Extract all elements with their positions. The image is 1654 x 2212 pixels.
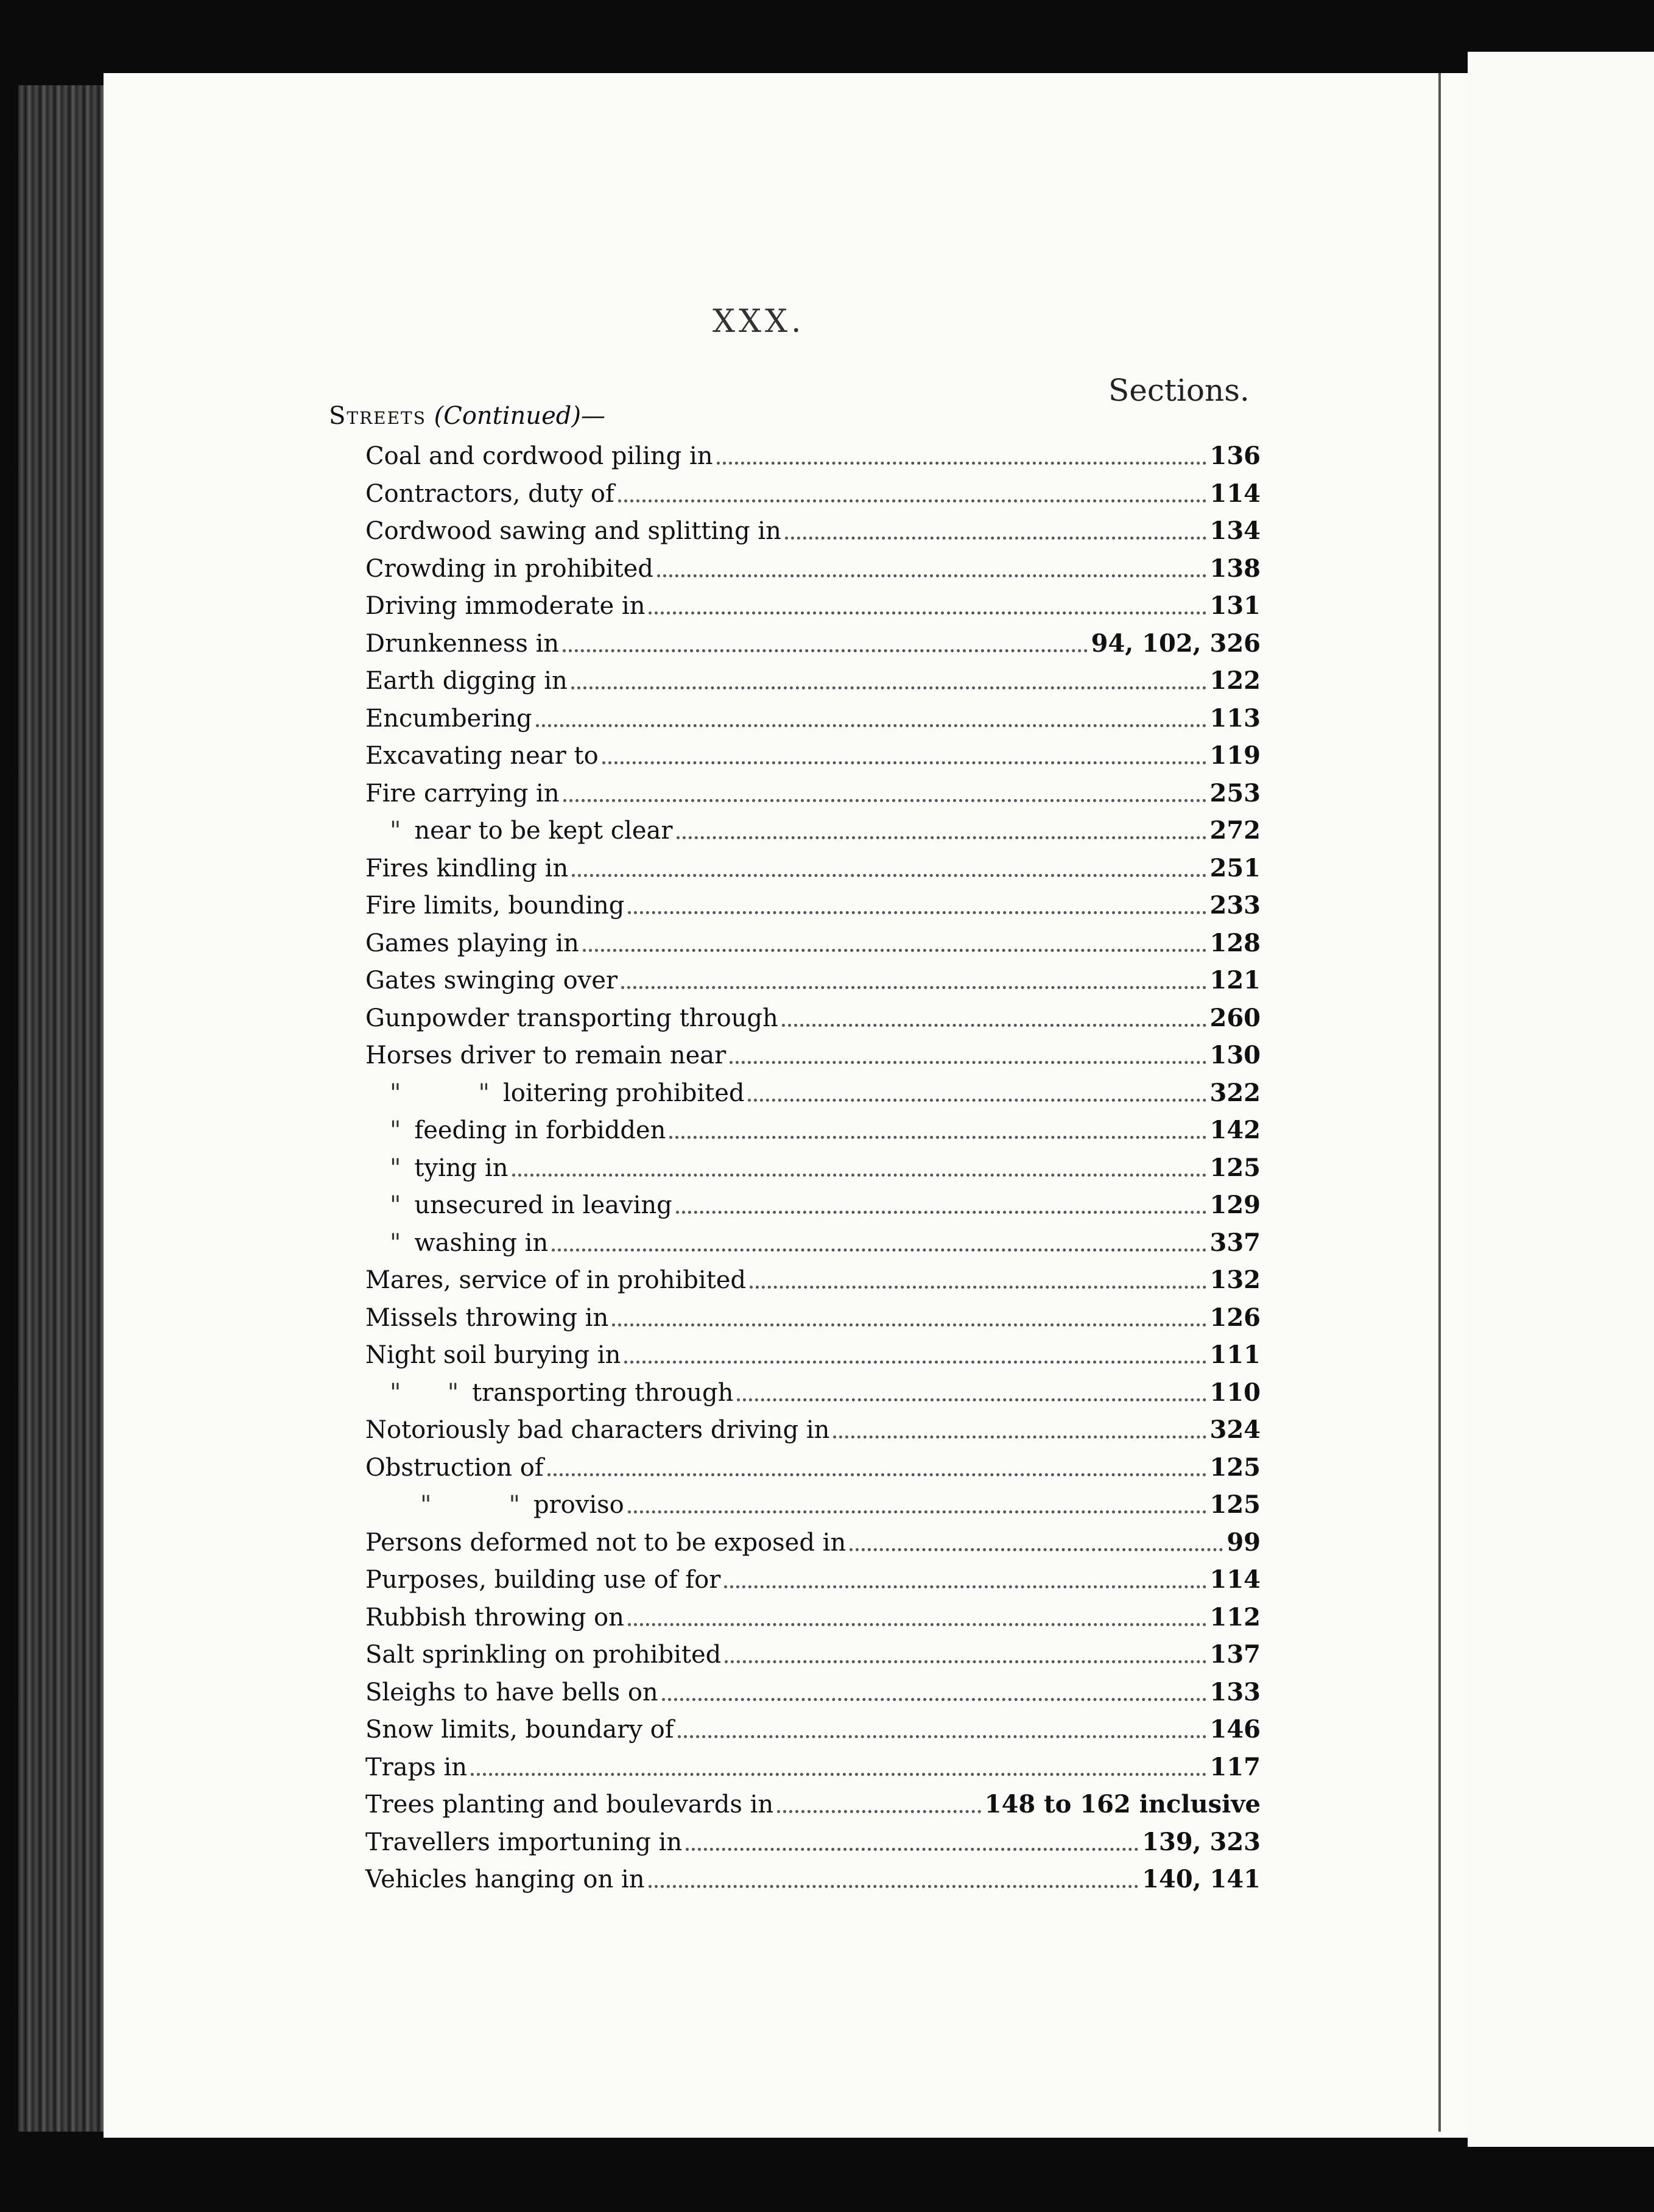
entry-section-ref: 114 (1209, 1565, 1261, 1594)
page-number: XXX. (713, 303, 805, 340)
entry-section-ref: 133 (1209, 1677, 1261, 1707)
entry-section-ref: 122 (1209, 666, 1261, 695)
index-entry (365, 1111, 1261, 1149)
entry-section-ref: 129 (1209, 1191, 1261, 1219)
entry-section-ref: 337 (1209, 1228, 1261, 1257)
dot-leader (748, 1099, 1206, 1102)
entry-section-ref: 260 (1209, 1003, 1261, 1032)
entry-label: Games playing in (365, 929, 579, 957)
entry-section-ref: 111 (1209, 1340, 1261, 1369)
entry-section-ref: 137 (1209, 1640, 1261, 1669)
entry-section-ref: 272 (1209, 816, 1261, 845)
dot-leader (536, 724, 1206, 727)
entry-ditto-mark: " " (390, 1378, 459, 1407)
entry-section-ref: 142 (1209, 1116, 1261, 1144)
dot-leader (785, 537, 1206, 540)
dot-leader (677, 836, 1206, 839)
entry-ditto-mark: " (390, 1154, 401, 1182)
entry-label: Mares, service of in prohibited (365, 1266, 747, 1294)
dot-leader (750, 1286, 1206, 1289)
entry-ditto-mark: " (390, 1228, 401, 1257)
entry-label: Night soil burying in (365, 1341, 621, 1369)
index-entry (365, 850, 1261, 887)
index-entry (365, 1224, 1261, 1262)
entry-label: unsecured in leaving (414, 1191, 672, 1219)
index-entry (365, 1823, 1261, 1861)
dot-leader (602, 761, 1206, 764)
dot-leader (563, 649, 1087, 652)
heading-title: Streets (329, 402, 426, 430)
entry-label: Trees planting and boulevards in (365, 1791, 774, 1819)
entry-section-ref: 125 (1209, 1490, 1261, 1519)
dot-leader (730, 1061, 1206, 1064)
entry-section-ref: 324 (1209, 1415, 1261, 1444)
entry-section-ref: 125 (1209, 1153, 1261, 1182)
entry-ditto-mark: " (390, 817, 401, 845)
entry-section-ref: 131 (1209, 591, 1261, 620)
entry-section-ref: 110 (1209, 1378, 1261, 1407)
index-entry (365, 887, 1261, 925)
index-entry (365, 1411, 1261, 1449)
index-entry (365, 1786, 1261, 1823)
index-entry (365, 662, 1261, 700)
entry-label: Vehicles hanging on in (365, 1865, 645, 1893)
index-entry (365, 1561, 1261, 1599)
dot-leader (571, 686, 1206, 689)
entry-section-ref: 121 (1209, 966, 1261, 995)
dot-leader (649, 1885, 1139, 1888)
entry-label: tying in (414, 1154, 509, 1182)
index-heading (329, 402, 1060, 430)
index-entry (365, 1186, 1261, 1224)
dot-leader (624, 1361, 1206, 1364)
index-entry (365, 1037, 1261, 1074)
index-entry (365, 475, 1261, 513)
index-entry (365, 587, 1261, 625)
entry-section-ref: 117 (1209, 1752, 1261, 1781)
entry-label: Salt sprinkling on prohibited (365, 1641, 722, 1669)
dot-leader (628, 911, 1206, 914)
entry-ditto-mark: " (390, 1116, 401, 1144)
index-entry (365, 1336, 1261, 1374)
entry-section-ref: 126 (1209, 1303, 1261, 1332)
entry-ditto-mark: " " (420, 1491, 520, 1519)
index-entry (365, 550, 1261, 588)
entry-section-ref: 251 (1209, 853, 1261, 882)
entry-label: Earth digging in (365, 667, 568, 695)
entry-section-ref: 99 (1226, 1527, 1261, 1557)
dot-leader (471, 1773, 1206, 1776)
dot-leader (782, 1024, 1206, 1027)
entry-label: washing in (414, 1228, 549, 1257)
index-entry (365, 1599, 1261, 1636)
heading-continued: (Continued)— (434, 402, 605, 430)
entry-label: Driving immoderate in (365, 592, 646, 620)
entry-label: proviso (533, 1491, 624, 1519)
index-entry (365, 1711, 1261, 1749)
entry-label: Sleighs to have bells on (365, 1678, 658, 1707)
entry-label: Contractors, duty of (365, 479, 614, 508)
entry-label: Fires kindling in (365, 854, 569, 882)
index-entry (365, 925, 1261, 962)
entry-section-ref: 233 (1209, 891, 1261, 920)
index-entry (365, 1636, 1261, 1674)
dot-leader (717, 462, 1206, 465)
entry-label: Obstruction of (365, 1453, 544, 1482)
dot-leader (725, 1660, 1206, 1663)
entry-section-ref: 134 (1209, 516, 1261, 545)
dot-leader (572, 874, 1206, 877)
dot-leader (512, 1174, 1206, 1177)
entry-section-ref: 146 (1209, 1715, 1261, 1744)
entry-label: loitering prohibited (502, 1079, 745, 1107)
entry-label: Notoriously bad characters driving in (365, 1416, 830, 1444)
entry-label: Gunpowder transporting through (365, 1004, 778, 1032)
index-entry (365, 625, 1261, 663)
dot-leader (621, 986, 1206, 989)
entry-label: Horses driver to remain near (365, 1041, 727, 1069)
dot-leader (777, 1810, 981, 1813)
index-entry (365, 1674, 1261, 1711)
index-entry (365, 962, 1261, 999)
entry-section-ref: 322 (1209, 1078, 1261, 1107)
entry-label: Gates swinging over (365, 967, 618, 995)
index-entry (365, 1524, 1261, 1562)
entry-label: Persons deformed not to be exposed in (365, 1528, 846, 1557)
dot-leader (724, 1585, 1206, 1588)
entry-label: feeding in forbidden (414, 1116, 666, 1144)
dot-leader (662, 1698, 1206, 1701)
entry-label: Rubbish throwing on (365, 1603, 624, 1632)
entry-section-ref: 128 (1209, 928, 1261, 957)
entry-section-ref: 125 (1209, 1453, 1261, 1482)
dot-leader (612, 1323, 1206, 1326)
index-entry (365, 737, 1261, 775)
entry-label: Fire limits, bounding (365, 892, 625, 920)
entry-label: Fire carrying in (365, 779, 560, 808)
dot-leader (618, 499, 1206, 502)
page-fold (1438, 73, 1441, 2132)
entry-ditto-mark: " " (390, 1079, 490, 1107)
dot-leader (657, 574, 1206, 577)
index-entry (365, 437, 1261, 475)
entry-section-ref: 113 (1209, 703, 1261, 733)
entry-label: Drunkenness in (365, 629, 560, 658)
entry-label: Purposes, building use of for (365, 1566, 721, 1594)
dot-leader (552, 1249, 1206, 1252)
index-entry (365, 1374, 1261, 1412)
entry-label: Crowding in prohibited (365, 554, 653, 583)
dot-leader (737, 1398, 1206, 1401)
entry-section-ref: 130 (1209, 1041, 1261, 1069)
entry-label: Coal and cordwood piling in (365, 442, 713, 470)
dot-leader (669, 1136, 1206, 1139)
index-entry (365, 1749, 1261, 1786)
entry-label: Excavating near to (365, 742, 599, 770)
index-entry (365, 1861, 1261, 1898)
index-entry (365, 1299, 1261, 1337)
dot-leader (676, 1211, 1206, 1214)
index-entry (365, 700, 1261, 738)
index-entry (365, 999, 1261, 1037)
index-entries (365, 437, 1261, 1898)
entry-label: Snow limits, boundary of (365, 1716, 674, 1744)
index-entry (365, 812, 1261, 850)
entry-section-ref: 253 (1209, 778, 1261, 808)
index-entry (365, 1261, 1261, 1299)
entry-section-ref: 139, 323 (1142, 1827, 1261, 1856)
sections-column-label: Sections. (1108, 373, 1250, 408)
index-entry (365, 1149, 1261, 1187)
entry-label: near to be kept clear (414, 817, 673, 845)
entry-label: Encumbering (365, 704, 532, 733)
entry-section-ref: 119 (1209, 741, 1261, 770)
dot-leader (628, 1510, 1206, 1513)
entry-label: Travellers importuning in (365, 1828, 683, 1856)
index-entry (365, 512, 1261, 550)
index-entry (365, 1074, 1261, 1112)
dot-leader (833, 1435, 1206, 1439)
entry-section-ref: 148 to 162 inclusive (984, 1790, 1261, 1819)
entry-label: Traps in (365, 1753, 468, 1781)
entry-section-ref: 94, 102, 326 (1091, 629, 1261, 658)
index-entry (365, 775, 1261, 812)
entry-section-ref: 138 (1209, 554, 1261, 583)
index-entry (365, 1449, 1261, 1487)
dot-leader (850, 1548, 1223, 1551)
dot-leader (547, 1473, 1206, 1476)
facing-page-edge (1468, 52, 1654, 2147)
entry-section-ref: 114 (1209, 479, 1261, 508)
dot-leader (686, 1848, 1138, 1851)
entry-section-ref: 112 (1209, 1602, 1261, 1632)
dot-leader (563, 799, 1206, 802)
index-entry (365, 1486, 1261, 1524)
entry-label: Cordwood sawing and splitting in (365, 517, 781, 545)
dot-leader (583, 949, 1206, 952)
entry-ditto-mark: " (390, 1191, 401, 1219)
entry-section-ref: 132 (1209, 1266, 1261, 1294)
entry-section-ref: 136 (1209, 442, 1261, 470)
dot-leader (628, 1623, 1206, 1626)
book-spine (18, 85, 104, 2132)
entry-label: transporting through (472, 1378, 734, 1407)
entry-section-ref: 140, 141 (1142, 1865, 1261, 1893)
dot-leader (649, 611, 1206, 615)
entry-label: Missels throwing in (365, 1303, 609, 1332)
dot-leader (678, 1735, 1206, 1738)
